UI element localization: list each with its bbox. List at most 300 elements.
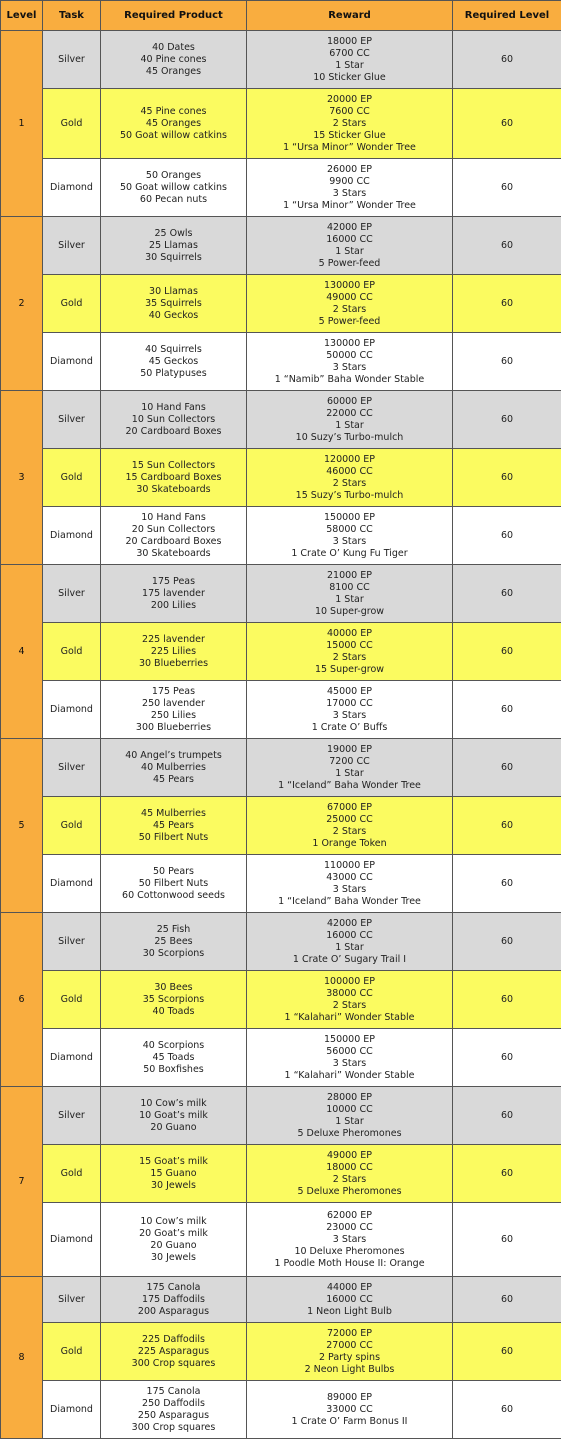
reward-line: 3 Stars	[249, 1058, 450, 1070]
reward-line: 3 Stars	[249, 536, 450, 548]
reward-cell	[247, 623, 453, 681]
reward-line: 45000 EP	[249, 686, 450, 698]
reward-line: 18000 CC	[249, 1162, 450, 1174]
reward-line: 2 Party spins	[249, 1352, 450, 1364]
reward-line: 1 Crate O’ Sugary Trail I	[249, 954, 450, 966]
reward-line: 1 “Ursa Minor” Wonder Tree	[249, 142, 450, 154]
table-row	[1, 681, 561, 739]
reward-line: 110000 EP	[249, 860, 450, 872]
task-cell: Silver	[43, 31, 101, 89]
product-line: 40 Toads	[103, 1006, 244, 1018]
level-cell: 2	[1, 217, 43, 391]
task-cell: Gold	[43, 971, 101, 1029]
product-line: 225 lavender	[103, 634, 244, 646]
reward-line: 7600 CC	[249, 106, 450, 118]
reward-line: 21000 EP	[249, 570, 450, 582]
reward-line: 17000 CC	[249, 698, 450, 710]
product-line: 20 Guano	[103, 1240, 244, 1252]
reward-line: 16000 CC	[249, 234, 450, 246]
product-line: 25 Bees	[103, 936, 244, 948]
required-level-cell: 60	[453, 1323, 561, 1381]
required-level-cell: 60	[453, 159, 561, 217]
product-line: 45 Pears	[103, 820, 244, 832]
required-product-cell	[101, 1087, 247, 1145]
task-cell: Silver	[43, 217, 101, 275]
reward-line: 9900 CC	[249, 176, 450, 188]
required-product-cell	[101, 1203, 247, 1277]
reward-line: 1 Crate O’ Buffs	[249, 722, 450, 734]
product-line: 250 Asparagus	[103, 1410, 244, 1422]
reward-line: 10000 CC	[249, 1104, 450, 1116]
reward-cell	[247, 913, 453, 971]
reward-line: 2 Stars	[249, 478, 450, 490]
table-row	[1, 159, 561, 217]
required-product-cell	[101, 1323, 247, 1381]
reward-cell	[247, 31, 453, 89]
reward-cell	[247, 449, 453, 507]
reward-line: 23000 CC	[249, 1222, 450, 1234]
product-line: 30 Jewels	[103, 1252, 244, 1264]
header-reward: Reward	[247, 1, 453, 31]
reward-line: 43000 CC	[249, 872, 450, 884]
product-line: 15 Cardboard Boxes	[103, 472, 244, 484]
reward-cell	[247, 739, 453, 797]
required-level-cell: 60	[453, 217, 561, 275]
reward-line: 3 Stars	[249, 188, 450, 200]
product-line: 250 Daffodils	[103, 1398, 244, 1410]
product-line: 50 Filbert Nuts	[103, 832, 244, 844]
product-line: 50 Goat willow catkins	[103, 182, 244, 194]
reward-line: 2 Stars	[249, 826, 450, 838]
reward-line: 1 “Kalahari” Wonder Stable	[249, 1012, 450, 1024]
product-line: 40 Geckos	[103, 310, 244, 322]
reward-line: 1 Star	[249, 768, 450, 780]
required-product-cell	[101, 1277, 247, 1323]
product-line: 45 Toads	[103, 1052, 244, 1064]
table-row	[1, 1145, 561, 1203]
reward-line: 6700 CC	[249, 48, 450, 60]
product-line: 175 Daffodils	[103, 1294, 244, 1306]
level-cell: 5	[1, 739, 43, 913]
table-row	[1, 971, 561, 1029]
reward-line: 50000 CC	[249, 350, 450, 362]
product-line: 200 Lilies	[103, 600, 244, 612]
reward-cell	[247, 1029, 453, 1087]
table-row	[1, 1277, 561, 1323]
reward-line: 19000 EP	[249, 744, 450, 756]
reward-line: 3 Stars	[249, 362, 450, 374]
task-cell: Diamond	[43, 1203, 101, 1277]
reward-cell	[247, 855, 453, 913]
reward-line: 100000 EP	[249, 976, 450, 988]
product-line: 20 Cardboard Boxes	[103, 426, 244, 438]
product-line: 30 Skateboards	[103, 548, 244, 560]
product-line: 50 Boxfishes	[103, 1064, 244, 1076]
task-cell: Gold	[43, 89, 101, 159]
required-level-cell: 60	[453, 391, 561, 449]
reward-line: 1 “Ursa Minor” Wonder Tree	[249, 200, 450, 212]
required-product-cell	[101, 333, 247, 391]
level-cell: 8	[1, 1277, 43, 1439]
product-line: 45 Mulberries	[103, 808, 244, 820]
reward-line: 1 Neon Light Bulb	[249, 1306, 450, 1318]
product-line: 50 Platypuses	[103, 368, 244, 380]
reward-line: 2 Stars	[249, 652, 450, 664]
reward-line: 42000 EP	[249, 918, 450, 930]
header-task: Task	[43, 1, 101, 31]
product-line: 25 Fish	[103, 924, 244, 936]
reward-line: 16000 CC	[249, 1294, 450, 1306]
reward-cell	[247, 89, 453, 159]
product-line: 30 Squirrels	[103, 252, 244, 264]
product-line: 10 Hand Fans	[103, 402, 244, 414]
level-cell: 1	[1, 31, 43, 217]
task-cell: Silver	[43, 739, 101, 797]
task-cell: Silver	[43, 1087, 101, 1145]
product-line: 200 Asparagus	[103, 1306, 244, 1318]
task-cell: Silver	[43, 391, 101, 449]
product-line: 15 Sun Collectors	[103, 460, 244, 472]
product-line: 300 Crop squares	[103, 1358, 244, 1370]
table-row	[1, 855, 561, 913]
reward-line: 27000 CC	[249, 1340, 450, 1352]
required-level-cell: 60	[453, 275, 561, 333]
reward-line: 120000 EP	[249, 454, 450, 466]
reward-cell	[247, 797, 453, 855]
table-row	[1, 797, 561, 855]
reward-line: 42000 EP	[249, 222, 450, 234]
product-line: 40 Mulberries	[103, 762, 244, 774]
product-line: 10 Goat’s milk	[103, 1110, 244, 1122]
required-level-cell: 60	[453, 333, 561, 391]
reward-cell	[247, 1323, 453, 1381]
product-line: 25 Owls	[103, 228, 244, 240]
reward-cell	[247, 565, 453, 623]
reward-line: 3 Stars	[249, 1234, 450, 1246]
required-level-cell: 60	[453, 1145, 561, 1203]
product-line: 10 Sun Collectors	[103, 414, 244, 426]
product-line: 50 Oranges	[103, 170, 244, 182]
product-line: 20 Guano	[103, 1122, 244, 1134]
reward-line: 58000 CC	[249, 524, 450, 536]
reward-line: 1 Crate O’ Kung Fu Tiger	[249, 548, 450, 560]
product-line: 225 Asparagus	[103, 1346, 244, 1358]
task-cell: Gold	[43, 449, 101, 507]
required-product-cell	[101, 681, 247, 739]
required-level-cell: 60	[453, 31, 561, 89]
reward-line: 38000 CC	[249, 988, 450, 1000]
task-cell: Diamond	[43, 681, 101, 739]
reward-cell	[247, 1087, 453, 1145]
required-level-cell: 60	[453, 1203, 561, 1277]
reward-line: 15 Sticker Glue	[249, 130, 450, 142]
reward-line: 28000 EP	[249, 1092, 450, 1104]
reward-line: 8100 CC	[249, 582, 450, 594]
reward-line: 10 Suzy’s Turbo-mulch	[249, 432, 450, 444]
required-product-cell	[101, 565, 247, 623]
reward-line: 89000 EP	[249, 1392, 450, 1404]
required-product-cell	[101, 31, 247, 89]
table-row	[1, 275, 561, 333]
required-level-cell: 60	[453, 1381, 561, 1439]
reward-cell	[247, 681, 453, 739]
reward-line: 46000 CC	[249, 466, 450, 478]
task-cell: Diamond	[43, 1029, 101, 1087]
reward-line: 3 Stars	[249, 710, 450, 722]
required-product-cell	[101, 391, 247, 449]
product-line: 35 Squirrels	[103, 298, 244, 310]
table-row	[1, 1087, 561, 1145]
reward-line: 150000 EP	[249, 512, 450, 524]
reward-line: 49000 CC	[249, 292, 450, 304]
table-row	[1, 1203, 561, 1277]
required-product-cell	[101, 1145, 247, 1203]
required-product-cell	[101, 913, 247, 971]
reward-cell	[247, 1381, 453, 1439]
product-line: 40 Dates	[103, 42, 244, 54]
reward-line: 1 “Iceland” Baha Wonder Tree	[249, 780, 450, 792]
required-product-cell	[101, 1381, 247, 1439]
required-level-cell: 60	[453, 623, 561, 681]
product-line: 45 Geckos	[103, 356, 244, 368]
reward-line: 1 Orange Token	[249, 838, 450, 850]
product-line: 50 Filbert Nuts	[103, 878, 244, 890]
task-cell: Silver	[43, 565, 101, 623]
required-product-cell	[101, 89, 247, 159]
reward-line: 2 Stars	[249, 1000, 450, 1012]
table-row	[1, 623, 561, 681]
reward-line: 60000 EP	[249, 396, 450, 408]
reward-line: 67000 EP	[249, 802, 450, 814]
reward-cell	[247, 217, 453, 275]
required-level-cell: 60	[453, 1029, 561, 1087]
task-cell: Gold	[43, 623, 101, 681]
task-cell: Gold	[43, 1323, 101, 1381]
required-product-cell	[101, 1029, 247, 1087]
product-line: 40 Pine cones	[103, 54, 244, 66]
required-level-cell: 60	[453, 855, 561, 913]
product-line: 300 Blueberries	[103, 722, 244, 734]
product-line: 10 Cow’s milk	[103, 1216, 244, 1228]
table-row	[1, 1323, 561, 1381]
product-line: 10 Hand Fans	[103, 512, 244, 524]
reward-line: 33000 CC	[249, 1404, 450, 1416]
product-line: 20 Cardboard Boxes	[103, 536, 244, 548]
reward-line: 2 Stars	[249, 1174, 450, 1186]
required-level-cell: 60	[453, 507, 561, 565]
reward-line: 130000 EP	[249, 280, 450, 292]
reward-line: 5 Power-feed	[249, 316, 450, 328]
header-row	[1, 1, 561, 31]
product-line: 50 Goat willow catkins	[103, 130, 244, 142]
required-level-cell: 60	[453, 1277, 561, 1323]
table-row	[1, 739, 561, 797]
reward-line: 1 “Kalahari” Wonder Stable	[249, 1070, 450, 1082]
table-row	[1, 565, 561, 623]
table-row	[1, 913, 561, 971]
product-line: 30 Llamas	[103, 286, 244, 298]
required-level-cell: 60	[453, 1087, 561, 1145]
reward-line: 56000 CC	[249, 1046, 450, 1058]
product-line: 50 Pears	[103, 866, 244, 878]
task-cell: Silver	[43, 913, 101, 971]
reward-cell	[247, 971, 453, 1029]
product-line: 250 lavender	[103, 698, 244, 710]
level-cell: 4	[1, 565, 43, 739]
table-row	[1, 31, 561, 89]
required-product-cell	[101, 217, 247, 275]
required-product-cell	[101, 855, 247, 913]
required-product-cell	[101, 971, 247, 1029]
header-required-level: Required Level	[453, 1, 561, 31]
product-line: 60 Pecan nuts	[103, 194, 244, 206]
reward-line: 18000 EP	[249, 36, 450, 48]
table-row	[1, 507, 561, 565]
header-required-product: Required Product	[101, 1, 247, 31]
reward-line: 22000 CC	[249, 408, 450, 420]
task-cell: Diamond	[43, 333, 101, 391]
product-line: 30 Skateboards	[103, 484, 244, 496]
required-level-cell: 60	[453, 913, 561, 971]
product-line: 250 Lilies	[103, 710, 244, 722]
reward-line: 16000 CC	[249, 930, 450, 942]
reward-line: 49000 EP	[249, 1150, 450, 1162]
table-row	[1, 449, 561, 507]
reward-line: 62000 EP	[249, 1210, 450, 1222]
reward-line: 5 Deluxe Pheromones	[249, 1186, 450, 1198]
reward-line: 1 Poodle Moth House II: Orange	[249, 1258, 450, 1270]
table-row	[1, 391, 561, 449]
required-product-cell	[101, 623, 247, 681]
product-line: 225 Lilies	[103, 646, 244, 658]
reward-line: 150000 EP	[249, 1034, 450, 1046]
required-level-cell: 60	[453, 739, 561, 797]
level-cell: 7	[1, 1087, 43, 1277]
task-cell: Diamond	[43, 855, 101, 913]
product-line: 45 Pears	[103, 774, 244, 786]
reward-line: 10 Super-grow	[249, 606, 450, 618]
product-line: 25 Llamas	[103, 240, 244, 252]
required-level-cell: 60	[453, 681, 561, 739]
reward-line: 3 Stars	[249, 884, 450, 896]
reward-line: 2 Stars	[249, 118, 450, 130]
reward-line: 5 Power-feed	[249, 258, 450, 270]
reward-cell	[247, 275, 453, 333]
product-line: 15 Goat’s milk	[103, 1156, 244, 1168]
product-line: 40 Angel’s trumpets	[103, 750, 244, 762]
product-line: 60 Cottonwood seeds	[103, 890, 244, 902]
reward-line: 1 Star	[249, 246, 450, 258]
reward-line: 72000 EP	[249, 1328, 450, 1340]
reward-line: 1 Star	[249, 942, 450, 954]
required-product-cell	[101, 739, 247, 797]
level-cell: 3	[1, 391, 43, 565]
product-line: 45 Pine cones	[103, 106, 244, 118]
task-cell: Gold	[43, 275, 101, 333]
reward-cell	[247, 391, 453, 449]
reward-cell	[247, 159, 453, 217]
required-level-cell: 60	[453, 449, 561, 507]
product-line: 30 Bees	[103, 982, 244, 994]
level-cell: 6	[1, 913, 43, 1087]
task-cell: Gold	[43, 797, 101, 855]
reward-line: 1 “Namib” Baha Wonder Stable	[249, 374, 450, 386]
product-line: 45 Oranges	[103, 118, 244, 130]
table-row	[1, 1029, 561, 1087]
reward-line: 15 Suzy’s Turbo-mulch	[249, 490, 450, 502]
required-product-cell	[101, 507, 247, 565]
product-line: 30 Jewels	[103, 1180, 244, 1192]
task-cell: Silver	[43, 1277, 101, 1323]
table-row	[1, 217, 561, 275]
reward-line: 10 Sticker Glue	[249, 72, 450, 84]
product-line: 175 Canola	[103, 1282, 244, 1294]
reward-line: 26000 EP	[249, 164, 450, 176]
reward-line: 1 Star	[249, 420, 450, 432]
product-line: 40 Squirrels	[103, 344, 244, 356]
reward-cell	[247, 1145, 453, 1203]
header-level: Level	[1, 1, 43, 31]
reward-line: 44000 EP	[249, 1282, 450, 1294]
required-level-cell: 60	[453, 89, 561, 159]
task-cell: Diamond	[43, 507, 101, 565]
task-cell: Diamond	[43, 159, 101, 217]
reward-cell	[247, 1277, 453, 1323]
product-line: 45 Oranges	[103, 66, 244, 78]
table-body	[1, 31, 561, 1439]
product-line: 300 Crop squares	[103, 1422, 244, 1434]
product-line: 175 Peas	[103, 576, 244, 588]
reward-line: 7200 CC	[249, 756, 450, 768]
reward-line: 15000 CC	[249, 640, 450, 652]
reward-line: 130000 EP	[249, 338, 450, 350]
reward-line: 1 Star	[249, 1116, 450, 1128]
reward-cell	[247, 333, 453, 391]
reward-cell	[247, 1203, 453, 1277]
task-cell: Diamond	[43, 1381, 101, 1439]
required-product-cell	[101, 159, 247, 217]
reward-line: 1 “Iceland” Baha Wonder Tree	[249, 896, 450, 908]
reward-line: 2 Neon Light Bulbs	[249, 1364, 450, 1376]
table-row	[1, 333, 561, 391]
product-line: 20 Goat’s milk	[103, 1228, 244, 1240]
product-line: 20 Sun Collectors	[103, 524, 244, 536]
required-product-cell	[101, 449, 247, 507]
reward-line: 40000 EP	[249, 628, 450, 640]
reward-line: 15 Super-grow	[249, 664, 450, 676]
reward-line: 25000 CC	[249, 814, 450, 826]
reward-line: 2 Stars	[249, 304, 450, 316]
reward-cell	[247, 507, 453, 565]
required-level-cell: 60	[453, 797, 561, 855]
reward-line: 1 Star	[249, 594, 450, 606]
product-line: 30 Blueberries	[103, 658, 244, 670]
product-line: 10 Cow’s milk	[103, 1098, 244, 1110]
required-product-cell	[101, 797, 247, 855]
required-level-cell: 60	[453, 565, 561, 623]
product-line: 175 Peas	[103, 686, 244, 698]
product-line: 225 Daffodils	[103, 1334, 244, 1346]
product-line: 15 Guano	[103, 1168, 244, 1180]
task-cell: Gold	[43, 1145, 101, 1203]
product-line: 30 Scorpions	[103, 948, 244, 960]
reward-line: 5 Deluxe Pheromones	[249, 1128, 450, 1140]
product-line: 40 Scorpions	[103, 1040, 244, 1052]
reward-line: 1 Crate O’ Farm Bonus II	[249, 1416, 450, 1428]
table-row	[1, 1381, 561, 1439]
required-level-cell: 60	[453, 971, 561, 1029]
reward-line: 1 Star	[249, 60, 450, 72]
